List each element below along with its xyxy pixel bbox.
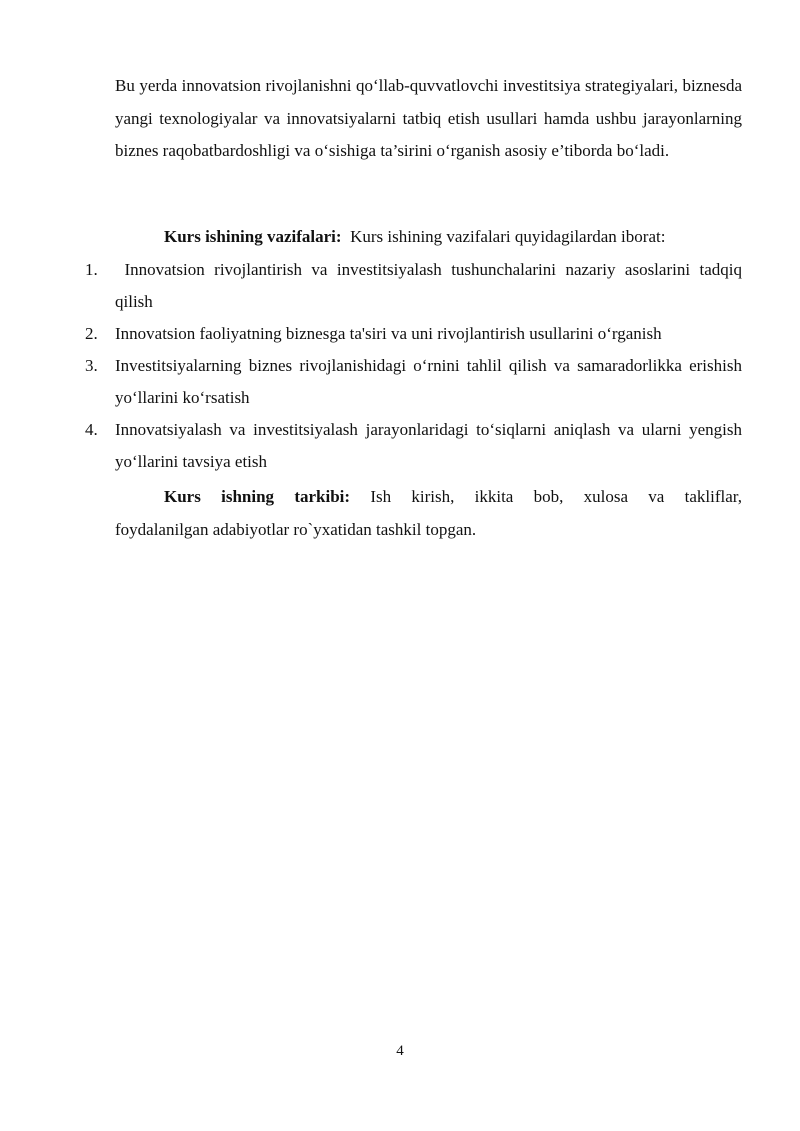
list-item [85, 414, 742, 478]
tasks-paragraph [115, 222, 742, 252]
list-item-text: Innovatsion faoliyatning biznesga ta'siri va uni rivojlantirish usullarini o‘rganish [115, 324, 662, 343]
page-number: 4 [396, 1043, 404, 1059]
list-item-text: Innovatsion rivojlantirish va investitsiyalash tushunchalarini nazariy asoslarini tadqiq qilish [115, 260, 747, 311]
tasks-heading-rest: Kurs ishining vazifalari quyidagilardan iborat: [350, 227, 666, 246]
list-item [85, 350, 742, 414]
list-item-number: 4. [85, 420, 98, 439]
list-item [85, 254, 747, 318]
list-item [85, 318, 742, 350]
list-item-text: Investitsiyalarning biznes rivojlanishidagi o‘rnini tahlil qilish va samaradorlikka erishish yo‘llarini ko‘rsatish [115, 356, 742, 407]
list-item-text: Innovatsiyalash va investitsiyalash jarayonlaridagi to‘siqlarni aniqlash va ularni yengish yo‘llarini tavsiya etish [115, 420, 742, 471]
tasks-heading: Kurs ishining vazifalari: [164, 227, 342, 246]
structure-text-rest: foydalanilgan adabiyotlar ro`yxatidan tashkil topgan. [115, 520, 477, 539]
structure-heading: Kurs ishning tarkibi: [164, 487, 351, 506]
structure-text-first: Ish kirish, ikkita bob, xulosa va takliflar, [370, 487, 742, 506]
structure-paragraph [115, 480, 742, 546]
list-item-number: 1. [85, 260, 98, 279]
intro-paragraph: Bu yerda innovatsion rivojlanishni qo‘llab-quvvatlovchi investitsiya strategiyalari, biznesda yangi texnologiyalar va innovatsiyalarni tatbiq etish usullari hamda ushbu jarayonlarning biznes raqobatbardoshligi va o‘sishiga ta’sirini o‘rganish asosiy e’tiborda bo‘ladi. [115, 76, 742, 160]
list-item-number: 3. [85, 356, 98, 375]
list-item-number: 2. [85, 324, 98, 343]
tasks-list [85, 254, 747, 478]
